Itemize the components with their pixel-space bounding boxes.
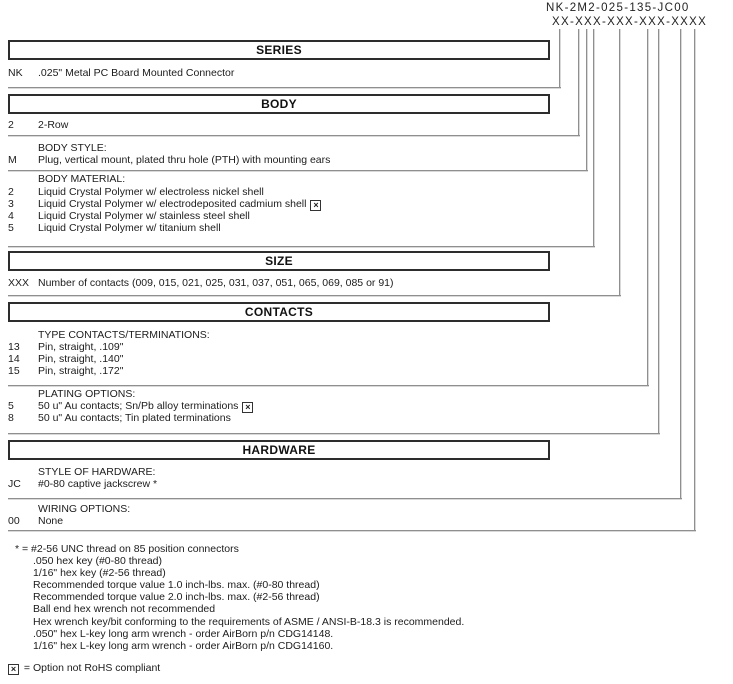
section-title: SERIES <box>256 43 302 57</box>
part-number-mask: XX-XXX-XXX-XXX-XXXX <box>552 16 708 28</box>
option-row <box>8 515 63 527</box>
option-row <box>8 210 250 222</box>
option-description: Liquid Crystal Polymer w/ electroless nickel shell <box>38 186 264 198</box>
rohs-legend-text: = Option not RoHS compliant <box>23 662 161 674</box>
group-label-body-style: BODY STYLE: <box>38 142 107 154</box>
option-code: 14 <box>8 353 20 365</box>
option-description: Liquid Crystal Polymer w/ stainless steel shell <box>38 210 250 222</box>
option-row <box>8 277 394 289</box>
option-description: 2-Row <box>38 119 69 131</box>
leader-line-body-row <box>578 29 580 135</box>
separator-body-style <box>8 170 588 172</box>
option-code: 2 <box>8 186 14 198</box>
section-header-series <box>8 40 550 60</box>
group-label-contact-type: TYPE CONTACTS/TERMINATIONS: <box>38 329 210 341</box>
option-row <box>8 67 234 79</box>
option-code: NK <box>8 67 23 79</box>
option-row <box>8 412 231 424</box>
separator-series <box>8 87 561 89</box>
option-row <box>8 353 123 365</box>
rohs-legend <box>8 662 160 675</box>
option-row <box>8 341 123 353</box>
option-description: Number of contacts (009, 015, 021, 025, 031, 037, 051, 065, 069, 085 or 91) <box>38 277 394 289</box>
option-row <box>8 186 264 198</box>
option-row <box>8 365 123 377</box>
option-code: 4 <box>8 210 14 222</box>
option-description: Pin, straight, .172" <box>38 365 124 377</box>
separator-plating <box>8 433 660 435</box>
separator-size <box>8 295 621 297</box>
part-number-example: NK-2M2-025-135-JC00 <box>546 2 690 14</box>
separator-body-row <box>8 135 580 137</box>
option-description: #0-80 captive jackscrew * <box>38 478 158 490</box>
option-description: Plug, vertical mount, plated thru hole (PTH) with mounting ears <box>38 154 331 166</box>
section-header-size <box>8 251 550 271</box>
leader-line-series <box>559 29 561 87</box>
not-rohs-compliant-icon: × <box>8 664 19 675</box>
option-code: 13 <box>8 341 20 353</box>
option-row <box>8 222 221 234</box>
section-title: HARDWARE <box>242 443 316 457</box>
footnote-line: .050 hex key (#0-80 thread) <box>33 555 162 567</box>
leader-line-contact-type <box>647 29 649 385</box>
section-header-contacts <box>8 302 550 322</box>
footnote-line: * = #2-56 UNC thread on 85 position connectors <box>15 543 239 555</box>
option-code: 3 <box>8 198 14 210</box>
leader-line-plating <box>658 29 660 433</box>
section-title: CONTACTS <box>244 305 314 319</box>
option-code: XXX <box>8 277 30 289</box>
separator-body-material <box>8 246 595 248</box>
section-header-hardware <box>8 440 550 460</box>
leader-line-wiring <box>694 29 696 530</box>
footnote-line: Recommended torque value 1.0 inch-lbs. max. (#0-80 thread) <box>33 579 320 591</box>
footnote-line: Hex wrench key/bit conforming to the requirements of ASME / ANSI-B-18.3 is recommended. <box>33 616 465 628</box>
group-label-wiring-options: WIRING OPTIONS: <box>38 503 131 515</box>
leader-line-size <box>619 29 621 295</box>
group-label-hardware-style: STYLE OF HARDWARE: <box>38 466 156 478</box>
separator-hardware <box>8 498 682 500</box>
leader-line-hardware <box>680 29 682 498</box>
option-code: 00 <box>8 515 20 527</box>
option-code: 5 <box>8 400 14 412</box>
option-description: None <box>38 515 64 527</box>
option-code: 2 <box>8 119 14 131</box>
section-title: SIZE <box>265 254 293 268</box>
option-code: 8 <box>8 412 14 424</box>
group-label-plating: PLATING OPTIONS: <box>38 388 136 400</box>
option-description: 50 u" Au contacts; Tin plated terminations <box>38 412 231 424</box>
option-code: M <box>8 154 17 166</box>
leader-line-body-material <box>593 29 595 246</box>
option-row <box>8 478 157 490</box>
separator-contact-type <box>8 385 649 387</box>
group-label-body-material: BODY MATERIAL: <box>38 173 126 185</box>
footnote-line: .050" hex L-key long arm wrench - order AirBorn p/n CDG14148. <box>33 628 334 640</box>
option-description: 50 u" Au contacts; Sn/Pb alloy terminations <box>38 400 239 412</box>
section-title: BODY <box>261 97 297 111</box>
not-rohs-compliant-icon: × <box>310 200 321 211</box>
not-rohs-compliant-icon: × <box>242 402 253 413</box>
option-row <box>8 154 330 166</box>
footnote-line: 1/16" hex key (#2-56 thread) <box>33 567 166 579</box>
section-header-body <box>8 94 550 114</box>
option-description: Pin, straight, .140" <box>38 353 124 365</box>
option-description: Liquid Crystal Polymer w/ titanium shell <box>38 222 221 234</box>
option-code: JC <box>8 478 21 490</box>
option-row <box>8 119 68 131</box>
footnote-line: 1/16" hex L-key long arm wrench - order AirBorn p/n CDG14160. <box>33 640 334 652</box>
separator-wiring <box>8 530 696 532</box>
leader-line-body-style <box>586 29 588 170</box>
option-code: 15 <box>8 365 20 377</box>
option-description: Pin, straight, .109" <box>38 341 124 353</box>
option-description: .025" Metal PC Board Mounted Connector <box>38 67 235 79</box>
footnote-line: Ball end hex wrench not recommended <box>33 603 216 615</box>
option-description: Liquid Crystal Polymer w/ electrodeposited cadmium shell <box>38 198 307 210</box>
footnote-line: Recommended torque value 2.0 inch-lbs. max. (#2-56 thread) <box>33 591 320 603</box>
option-code: 5 <box>8 222 14 234</box>
